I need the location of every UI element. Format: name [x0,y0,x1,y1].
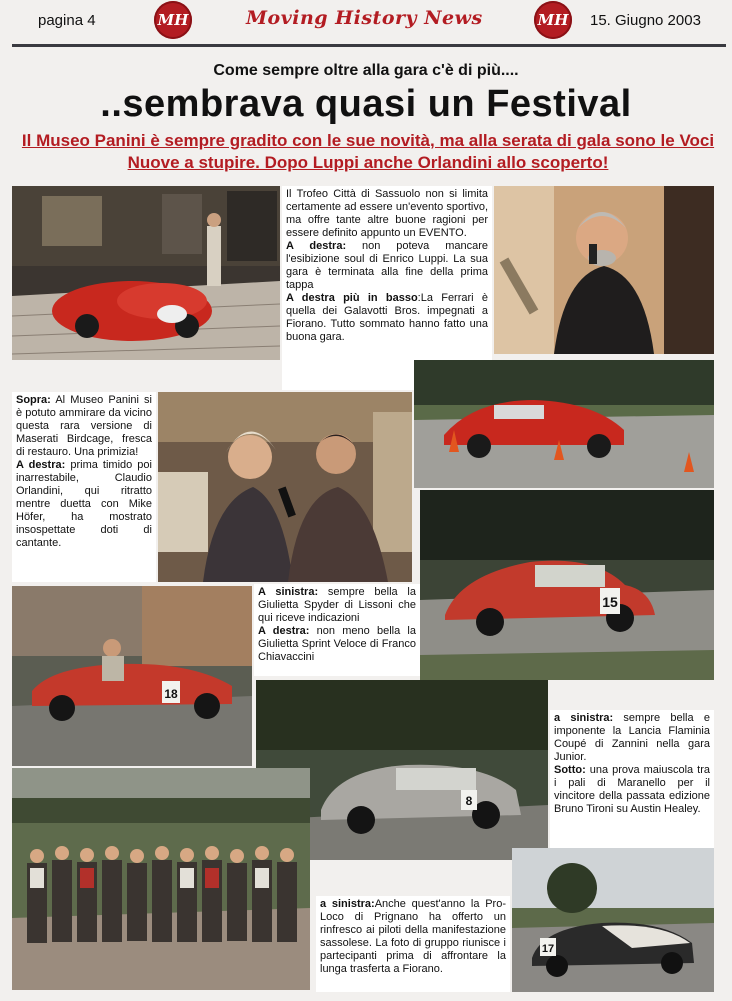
logo-right: MH [534,1,572,39]
issue-date: 15. Giugno 2003 [590,12,701,29]
masthead: Moving History News [246,7,483,29]
intro-text: Il Trofeo Città di Sassuolo non si limita certamente ad essere un'evento sportivo, ma offre tante altre buone ragioni per essere definito appunto un EVENTO. [286,188,488,239]
photo-group-proloco [12,768,310,990]
museo-b-lead: A destra: [16,459,66,471]
caption-museo [12,392,156,582]
logo-left: MH [154,1,192,39]
museo-a-lead: Sopra: [16,394,51,406]
photo-giulietta-sprint [420,490,714,680]
caption-proloco [316,896,510,992]
number-giulietta-spyder: 18 [164,687,178,701]
headline: ..sembrava quasi un Festival [100,83,632,125]
caption-flaminia [550,710,714,852]
photo-giulietta-spyder [12,586,252,766]
number-austin: 17 [541,943,555,955]
intro-a-text: non poteva mancare l'esibizione soul di Enrico Luppi. La sua gara è terminata alla fine della prima tappa [286,240,488,291]
proloco-a-text: Anche quest'anno la Pro-Loco di Prignano ha offerto un rinfresco ai piloti della manifestazione sassolese. La foto di gruppo riunisce i partecipanti prima di affrontare la lunga trasferta a Fiorano. [320,898,507,975]
giulietta-b-text: non meno bella la Giulietta Sprint Veloce di Franco Chiavaccini [258,625,416,663]
museo-b-text: prima timido poi inarrestabile, Claudio Orlandini, qui ritratto mentre duetta con Mike Höfer, ha mostrato insospettate doti di cantante. [16,459,152,549]
photo-orlandini-duet [158,392,412,582]
flaminia-a-lead: a sinistra: [554,712,614,724]
intro-b-text: :La Ferrari è quella dei Galavotti Bros. impegnati a Fiorano. Tutto sommato hanno fatto una buona gara. [286,292,488,343]
caption-giulietta [254,584,420,676]
photo-maserati-museum [12,186,280,360]
flaminia-b-lead: Sotto: [554,764,586,776]
number-giulietta-sprint: 15 [602,594,618,610]
deck: Il Museo Panini è sempre gradito con le sue novità, ma alla serata di gala sono le Voci Nuove a stupire. Dopo Luppi anche Orlandini allo scoperto! [21,131,715,172]
header-rule [12,44,726,47]
number-flaminia: 8 [465,794,473,808]
photo-ferrari-fiorano [414,360,714,488]
proloco-a-lead: a sinistra: [320,898,375,910]
kicker: Come sempre oltre alla gara c'è di più.... [213,62,519,79]
giulietta-a-lead: A sinistra: [258,586,319,598]
flaminia-b-text: una prova maiuscola tra i pali di Maranello per il vincitore della passata edizione Bruno Tironi su Austin Healey. [554,764,710,815]
intro-b-lead: A destra più in basso [286,292,418,304]
intro-a-lead: A destra: [286,240,347,252]
flaminia-a-text: sempre bella e imponente la Lancia Flaminia Coupé di Zannini nella gara Junior. [554,712,710,763]
photo-luppi-singing [494,186,714,354]
museo-a-text: Al Museo Panini si è potuto ammirare da vicino questa rara versione di Maserati Birdcage, fresca di restauro. Una primizia! [16,394,152,458]
page-number: pagina 4 [38,12,96,29]
photo-austin-healey [512,848,714,992]
giulietta-b-lead: A destra: [258,625,310,637]
giulietta-a-text: sempre bella la Giulietta Spyder di Lissoni che qui riceve indicazioni [258,586,416,624]
